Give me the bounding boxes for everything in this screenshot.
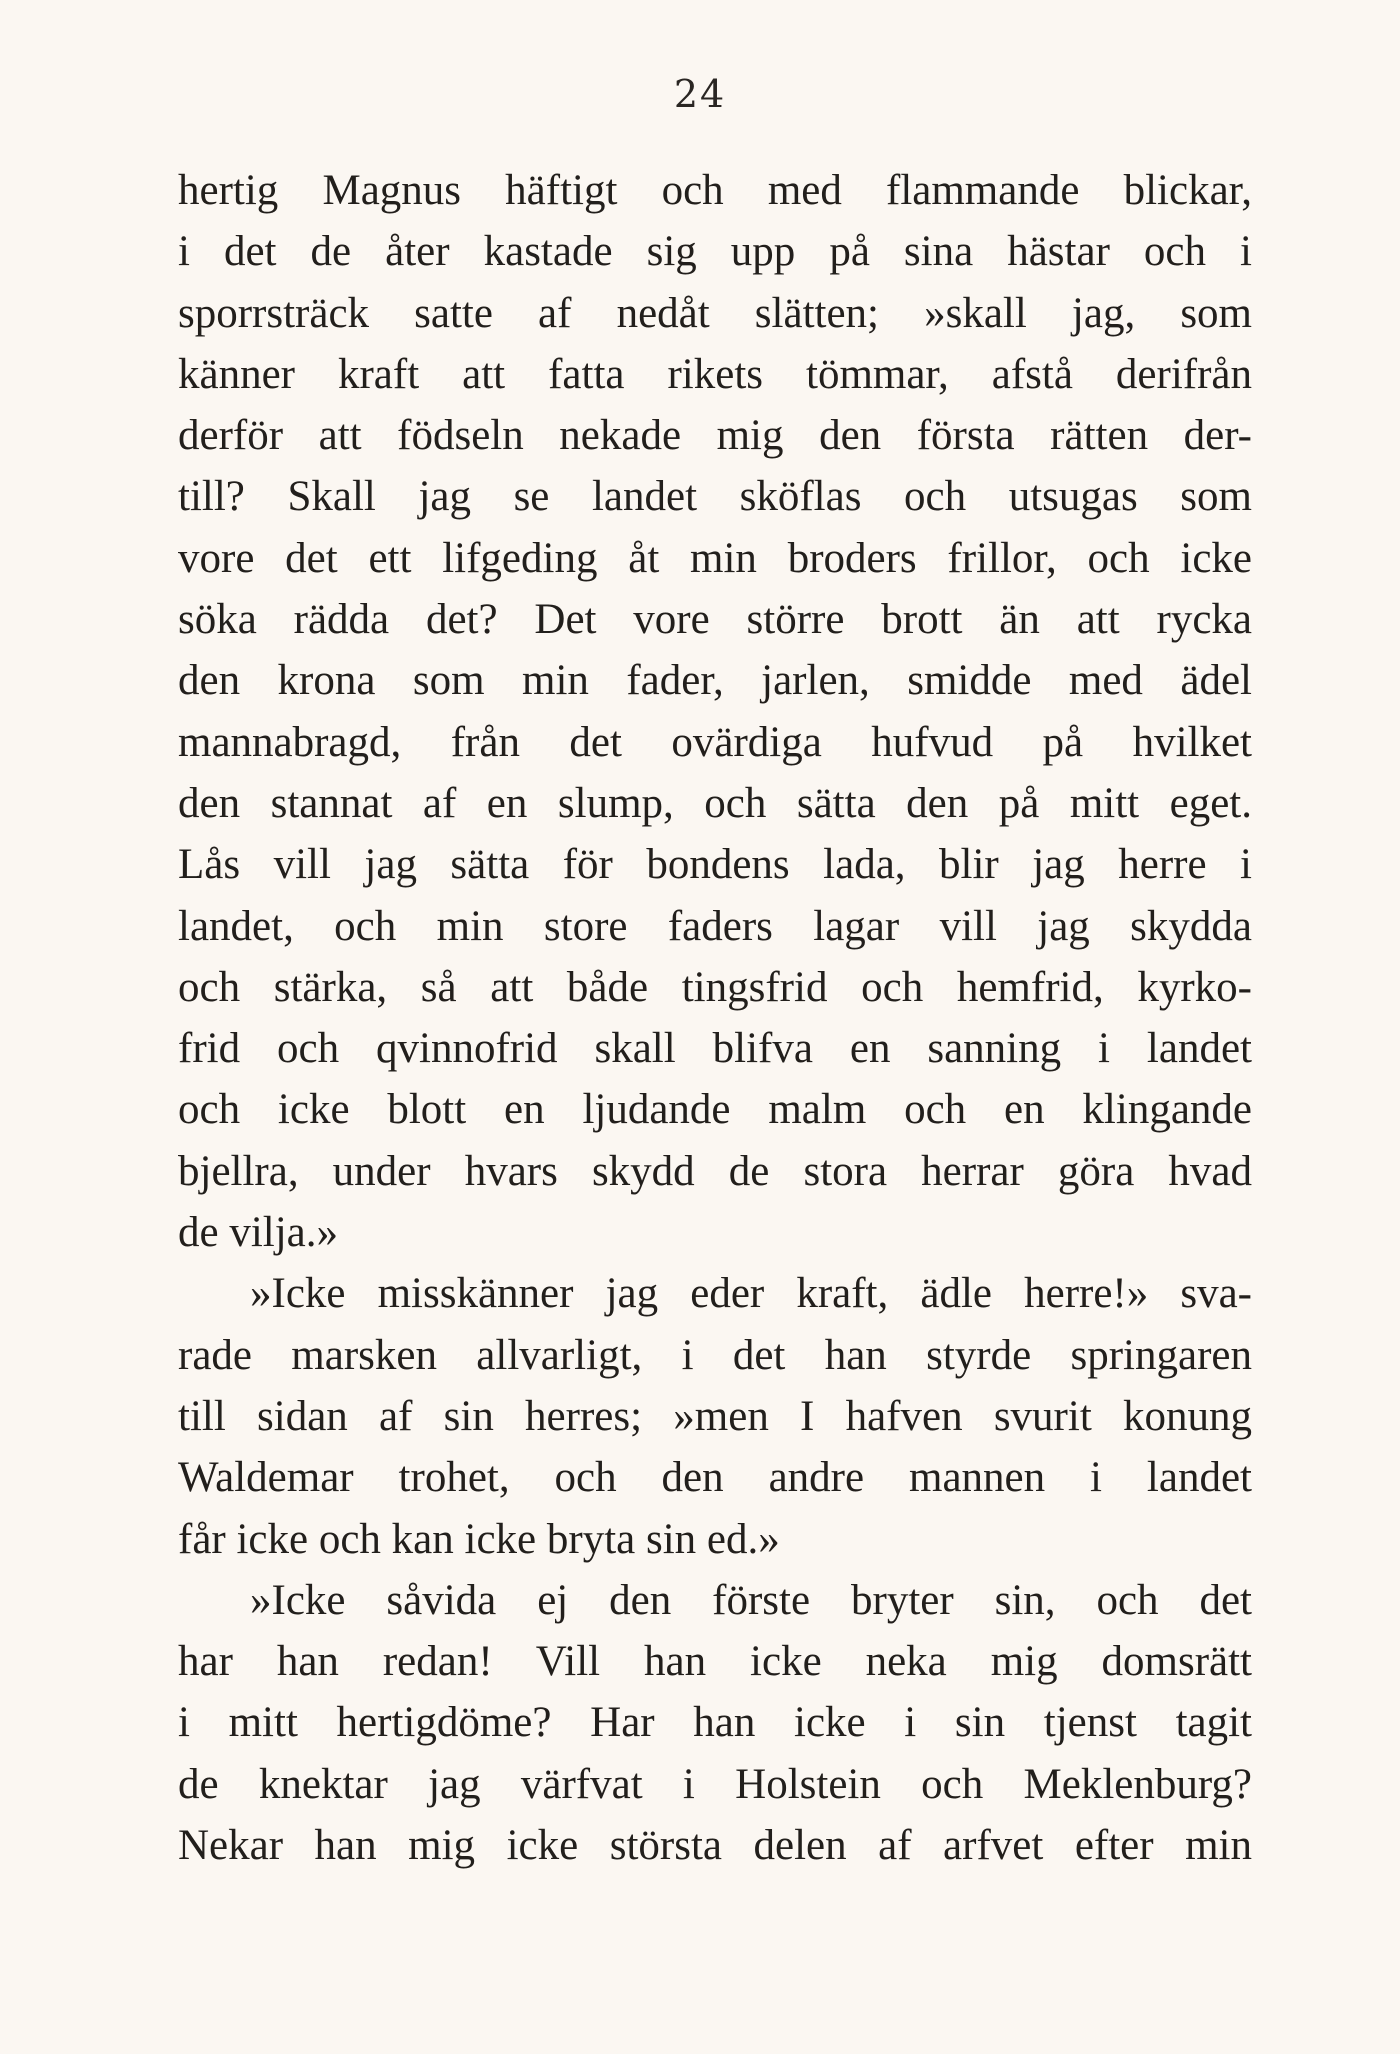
text-line: landet, och min store faders lagar vill jag skydda [178, 902, 1252, 950]
body-text [178, 160, 1252, 1876]
paragraph-end-line: de vilja.» [178, 1209, 339, 1257]
text-line: och stärka, så att både tingsfrid och hemfrid, kyrko- [178, 963, 1252, 1011]
text-line: rade marsken allvarligt, i det han styrde springaren [178, 1331, 1252, 1379]
text-line: och icke blott en ljudande malm och en klingande [178, 1086, 1252, 1134]
text-line: känner kraft att fatta rikets tömmar, afstå derifrån [178, 350, 1252, 398]
text-line: Lås vill jag sätta för bondens lada, blir jag herre i [178, 841, 1252, 889]
text-line: vore det ett lifgeding åt min broders frillor, och icke [178, 534, 1252, 582]
text-line: till? Skall jag se landet sköflas och utsugas som [178, 473, 1252, 521]
text-line: Nekar han mig icke största delen af arfvet efter min [178, 1822, 1252, 1870]
text-line: bjellra, under hvars skydd de stora herrar göra hvad [178, 1147, 1252, 1195]
text-line: Waldemar trohet, och den andre mannen i landet [178, 1454, 1252, 1502]
text-line: derför att födseln nekade mig den första rätten der- [178, 412, 1252, 460]
text-line: i det de åter kastade sig upp på sina hästar och i [178, 228, 1252, 276]
text-line: söka rädda det? Det vore större brott än att rycka [178, 596, 1252, 644]
text-line: frid och qvinnofrid skall blifva en sanning i landet [178, 1025, 1252, 1073]
paragraph-start-line: »Icke såvida ej den förste bryter sin, och det [250, 1576, 1252, 1624]
text-line: den stannat af en slump, och sätta den på mitt eget. [178, 779, 1252, 827]
text-line: sporrsträck satte af nedåt slätten; »skall jag, som [178, 289, 1252, 337]
text-line: den krona som min fader, jarlen, smidde med ädel [178, 657, 1252, 705]
paragraph-end-line: får icke och kan icke bryta sin ed.» [178, 1515, 780, 1563]
text-line: till sidan af sin herres; »men I hafven svurit konung [178, 1392, 1252, 1440]
text-line: har han redan! Vill han icke neka mig domsrätt [178, 1638, 1252, 1686]
text-line: i mitt hertigdöme? Har han icke i sin tjenst tagit [178, 1699, 1252, 1747]
paragraph-start-line: »Icke misskänner jag eder kraft, ädle herre!» sva- [250, 1270, 1252, 1318]
text-line: mannabragd, från det ovärdiga hufvud på hvilket [178, 718, 1252, 766]
page-number: 24 [673, 72, 727, 116]
text-line: de knektar jag värfvat i Holstein och Meklenburg? [178, 1760, 1252, 1808]
text-line: hertig Magnus häftigt och med flammande blickar, [178, 167, 1252, 214]
